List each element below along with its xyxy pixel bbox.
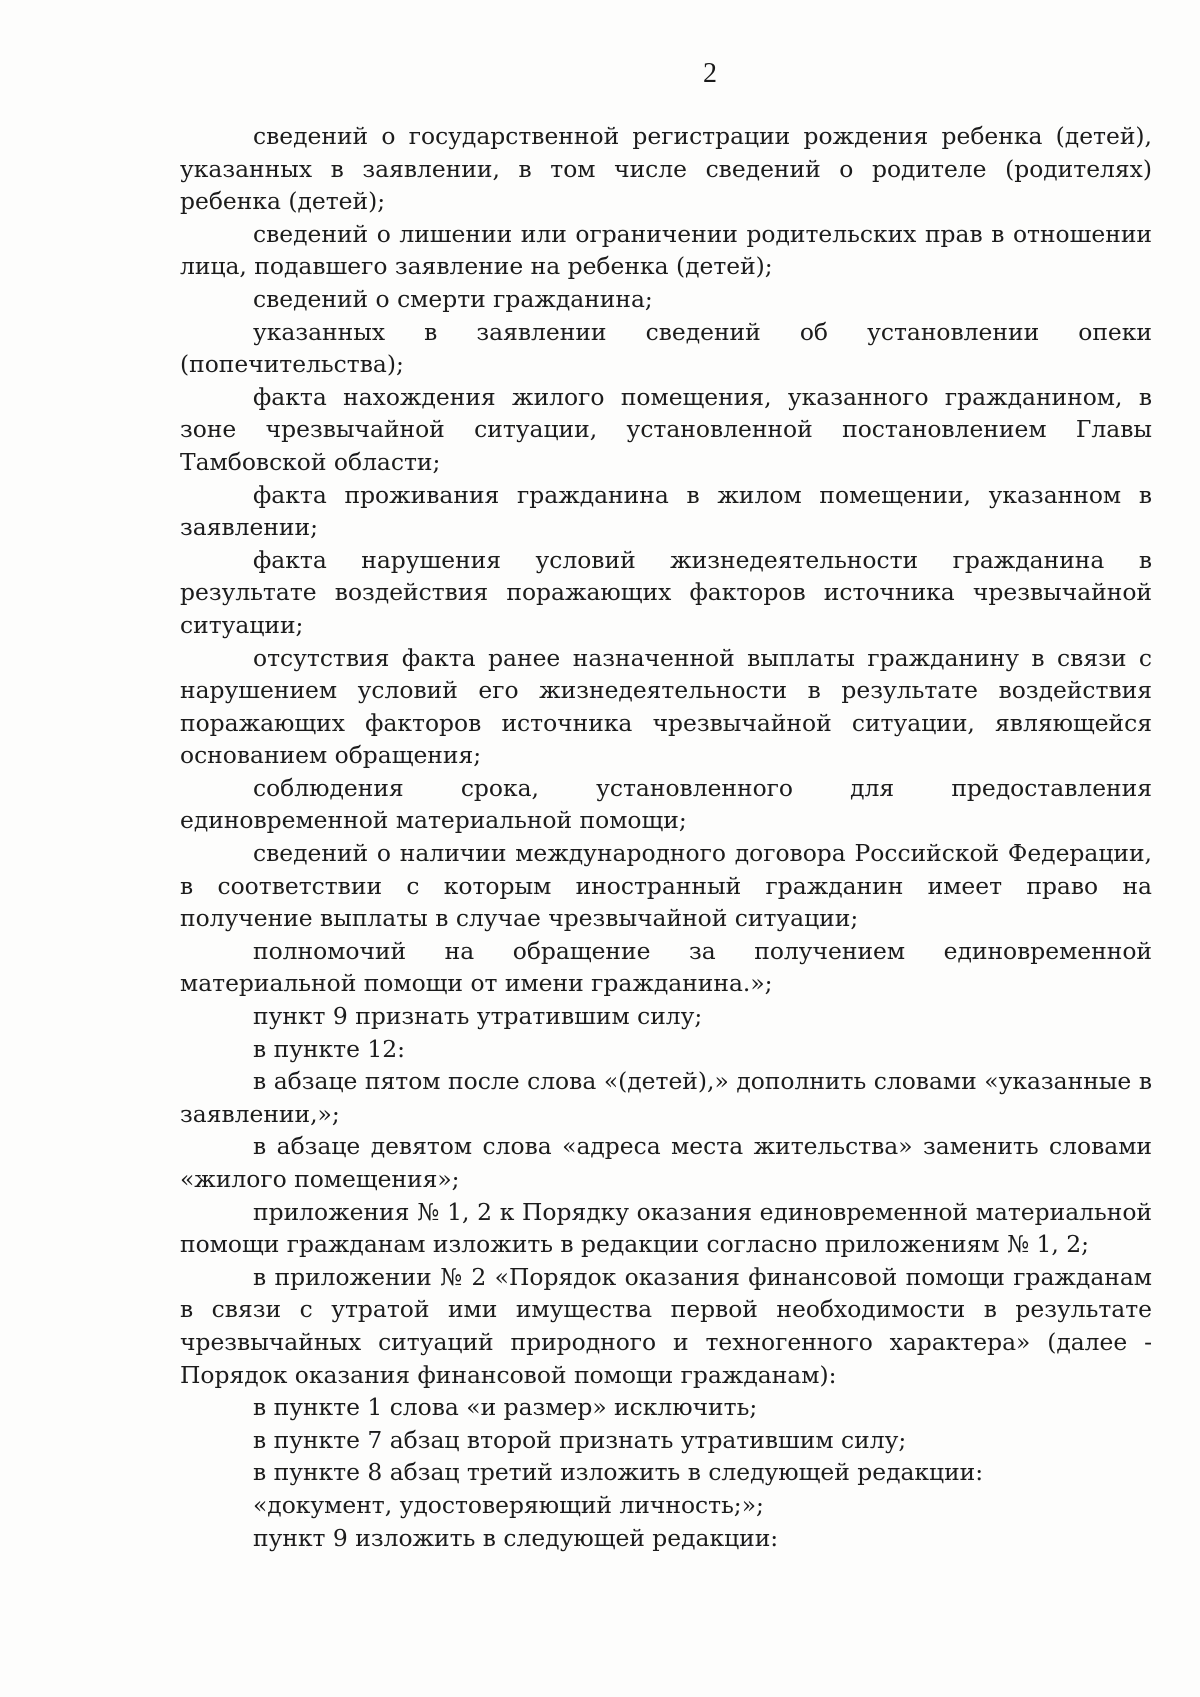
paragraph: в абзаце девятом слова «адреса места жительства» заменить словами «жилого помещения»;	[180, 1132, 1152, 1193]
paragraph: в пункте 1 слова «и размер» исключить;	[253, 1393, 758, 1422]
paragraph: в пункте 8 абзац третий изложить в следующей редакции:	[253, 1458, 984, 1487]
paragraph: пункт 9 признать утратившим силу;	[253, 1002, 703, 1031]
paragraph: сведений о лишении или ограничении родительских прав в отношении лица, подавшего заявление на ребенка (детей);	[180, 219, 1152, 281]
paragraph: пункт 9 изложить в следующей редакции:	[253, 1523, 779, 1552]
paragraph: факта проживания гражданина в жилом помещении, указанном в заявлении;	[180, 480, 1152, 542]
paragraph: «документ, удостоверяющий личность;»;	[253, 1490, 764, 1519]
paragraph: приложения № 1, 2 к Порядку оказания единовременной материальной помощи гражданам изложить в редакции согласно приложениям № 1, 2;	[180, 1197, 1152, 1259]
page-number: 2	[703, 58, 717, 89]
paragraph: в приложении № 2 «Порядок оказания финансовой помощи гражданам в связи с утратой ими имущества первой необходимости в результате чрезвычайных ситуаций природного и техногенного характера» (далее - Порядок оказания финансовой помощи гражданам):	[180, 1262, 1152, 1389]
paragraph: факта нахождения жилого помещения, указанного гражданином, в зоне чрезвычайной ситуации, установленной постановлением Главы Тамбовской области;	[180, 382, 1152, 476]
paragraph: отсутствия факта ранее назначенной выплаты гражданину в связи с нарушением условий его жизнедеятельности в результате воздействия поражающих факторов источника чрезвычайной ситуации, являющейся основанием обращения;	[180, 643, 1152, 770]
paragraph: в пункте 12:	[253, 1034, 406, 1063]
paragraph: в пункте 7 абзац второй признать утратившим силу;	[253, 1425, 907, 1454]
paragraph: сведений о наличии международного договора Российской Федерации, в соответствии с которым иностранный гражданин имеет право на получение выплаты в случае чрезвычайной ситуации;	[180, 839, 1152, 933]
paragraph: соблюдения срока, установленного для предоставления единовременной материальной помощи;	[180, 773, 1152, 835]
paragraph: в абзаце пятом после слова «(детей),» дополнить словами «указанные в заявлении,»;	[180, 1067, 1152, 1128]
paragraph: полномочий на обращение за получением единовременной материальной помощи от имени гражданина.»;	[180, 936, 1152, 998]
paragraph: указанных в заявлении сведений об установлении опеки (попечительства);	[180, 317, 1152, 379]
document-body	[180, 120, 1152, 1554]
paragraph: факта нарушения условий жизнедеятельности гражданина в результате воздействия поражающих факторов источника чрезвычайной ситуации;	[180, 545, 1152, 639]
paragraph: сведений о государственной регистрации рождения ребенка (детей), указанных в заявлении, в том числе сведений о родителе (родителях) ребенка (детей);	[180, 122, 1152, 216]
paragraph: сведений о смерти гражданина;	[253, 284, 653, 313]
